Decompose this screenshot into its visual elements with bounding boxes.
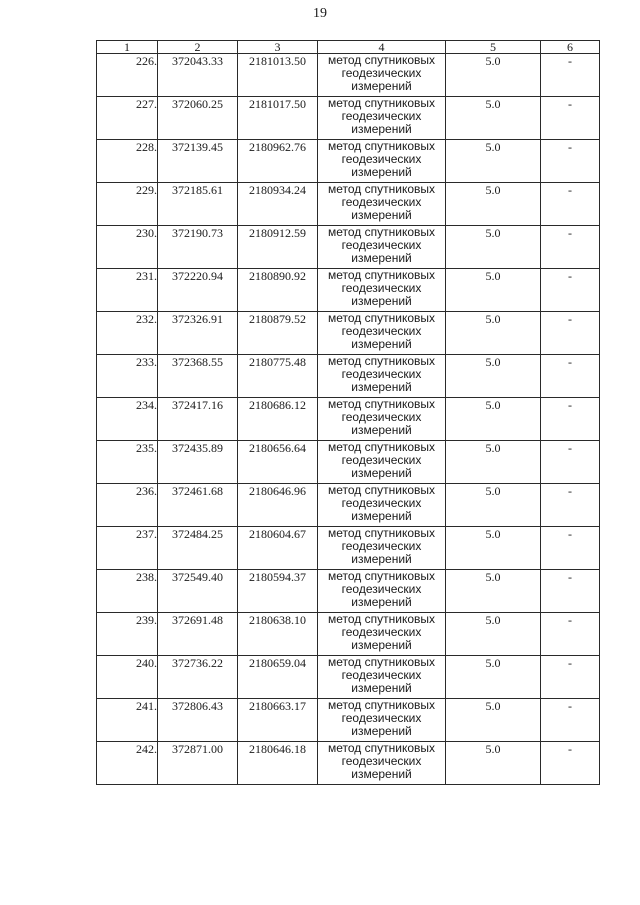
accuracy-cell: 5.0 <box>446 183 541 226</box>
accuracy-cell: 5.0 <box>446 656 541 699</box>
accuracy-cell: 5.0 <box>446 484 541 527</box>
y-coordinate: 2180646.96 <box>238 484 318 527</box>
x-coordinate: 372368.55 <box>158 355 238 398</box>
description-cell: - <box>541 398 600 441</box>
table-row <box>97 355 600 398</box>
table-row <box>97 742 600 785</box>
description-cell: - <box>541 97 600 140</box>
accuracy-cell: 5.0 <box>446 54 541 97</box>
x-coordinate: 372043.33 <box>158 54 238 97</box>
x-coordinate: 372461.68 <box>158 484 238 527</box>
table-row <box>97 97 600 140</box>
x-coordinate: 372736.22 <box>158 656 238 699</box>
y-coordinate: 2180594.37 <box>238 570 318 613</box>
x-coordinate: 372190.73 <box>158 226 238 269</box>
description-cell: - <box>541 570 600 613</box>
table-row <box>97 269 600 312</box>
table-row <box>97 570 600 613</box>
point-number: 237. <box>97 527 158 570</box>
x-coordinate: 372691.48 <box>158 613 238 656</box>
method-cell: метод спутниковых геодезических измерений <box>318 699 446 742</box>
method-cell: метод спутниковых геодезических измерений <box>318 527 446 570</box>
x-coordinate: 372220.94 <box>158 269 238 312</box>
description-cell: - <box>541 54 600 97</box>
y-coordinate: 2181013.50 <box>238 54 318 97</box>
table-row <box>97 398 600 441</box>
method-cell: метод спутниковых геодезических измерений <box>318 441 446 484</box>
method-cell: метод спутниковых геодезических измерений <box>318 656 446 699</box>
method-cell: метод спутниковых геодезических измерений <box>318 269 446 312</box>
x-coordinate: 372806.43 <box>158 699 238 742</box>
method-cell: метод спутниковых геодезических измерений <box>318 54 446 97</box>
description-cell: - <box>541 269 600 312</box>
point-number: 239. <box>97 613 158 656</box>
table-row <box>97 226 600 269</box>
column-header: 6 <box>541 41 600 54</box>
method-cell: метод спутниковых геодезических измерений <box>318 570 446 613</box>
table-row <box>97 312 600 355</box>
y-coordinate: 2180604.67 <box>238 527 318 570</box>
description-cell: - <box>541 527 600 570</box>
description-cell: - <box>541 355 600 398</box>
description-cell: - <box>541 183 600 226</box>
accuracy-cell: 5.0 <box>446 398 541 441</box>
x-coordinate: 372871.00 <box>158 742 238 785</box>
table-row <box>97 484 600 527</box>
table-row <box>97 441 600 484</box>
description-cell: - <box>541 312 600 355</box>
point-number: 241. <box>97 699 158 742</box>
y-coordinate: 2180890.92 <box>238 269 318 312</box>
description-cell: - <box>541 484 600 527</box>
description-cell: - <box>541 613 600 656</box>
point-number: 235. <box>97 441 158 484</box>
accuracy-cell: 5.0 <box>446 355 541 398</box>
y-coordinate: 2180646.18 <box>238 742 318 785</box>
table-row <box>97 140 600 183</box>
page-number: 19 <box>313 6 327 21</box>
accuracy-cell: 5.0 <box>446 140 541 183</box>
x-coordinate: 372435.89 <box>158 441 238 484</box>
column-header: 3 <box>238 41 318 54</box>
point-number: 231. <box>97 269 158 312</box>
accuracy-cell: 5.0 <box>446 527 541 570</box>
y-coordinate: 2180663.17 <box>238 699 318 742</box>
point-number: 229. <box>97 183 158 226</box>
method-cell: метод спутниковых геодезических измерений <box>318 484 446 527</box>
table-body <box>97 54 600 785</box>
y-coordinate: 2180934.24 <box>238 183 318 226</box>
y-coordinate: 2180686.12 <box>238 398 318 441</box>
accuracy-cell: 5.0 <box>446 699 541 742</box>
header-row <box>97 41 600 54</box>
description-cell: - <box>541 656 600 699</box>
method-cell: метод спутниковых геодезических измерений <box>318 140 446 183</box>
x-coordinate: 372549.40 <box>158 570 238 613</box>
table-row <box>97 656 600 699</box>
description-cell: - <box>541 699 600 742</box>
y-coordinate: 2180879.52 <box>238 312 318 355</box>
point-number: 228. <box>97 140 158 183</box>
y-coordinate: 2180962.76 <box>238 140 318 183</box>
point-number: 234. <box>97 398 158 441</box>
description-cell: - <box>541 140 600 183</box>
y-coordinate: 2180659.04 <box>238 656 318 699</box>
x-coordinate: 372185.61 <box>158 183 238 226</box>
point-number: 240. <box>97 656 158 699</box>
accuracy-cell: 5.0 <box>446 226 541 269</box>
method-cell: метод спутниковых геодезических измерений <box>318 355 446 398</box>
accuracy-cell: 5.0 <box>446 97 541 140</box>
accuracy-cell: 5.0 <box>446 613 541 656</box>
table-row <box>97 183 600 226</box>
coordinates-table <box>96 40 600 785</box>
description-cell: - <box>541 226 600 269</box>
column-header: 1 <box>97 41 158 54</box>
method-cell: метод спутниковых геодезических измерений <box>318 226 446 269</box>
method-cell: метод спутниковых геодезических измерений <box>318 312 446 355</box>
description-cell: - <box>541 742 600 785</box>
column-header: 4 <box>318 41 446 54</box>
description-cell: - <box>541 441 600 484</box>
y-coordinate: 2180638.10 <box>238 613 318 656</box>
accuracy-cell: 5.0 <box>446 312 541 355</box>
point-number: 233. <box>97 355 158 398</box>
point-number: 232. <box>97 312 158 355</box>
method-cell: метод спутниковых геодезических измерений <box>318 613 446 656</box>
x-coordinate: 372326.91 <box>158 312 238 355</box>
method-cell: метод спутниковых геодезических измерений <box>318 97 446 140</box>
method-cell: метод спутниковых геодезических измерений <box>318 398 446 441</box>
method-cell: метод спутниковых геодезических измерений <box>318 183 446 226</box>
point-number: 238. <box>97 570 158 613</box>
column-header: 5 <box>446 41 541 54</box>
point-number: 230. <box>97 226 158 269</box>
table-row <box>97 613 600 656</box>
x-coordinate: 372139.45 <box>158 140 238 183</box>
table-row <box>97 527 600 570</box>
method-cell: метод спутниковых геодезических измерений <box>318 742 446 785</box>
y-coordinate: 2180656.64 <box>238 441 318 484</box>
y-coordinate: 2180912.59 <box>238 226 318 269</box>
accuracy-cell: 5.0 <box>446 269 541 312</box>
point-number: 242. <box>97 742 158 785</box>
x-coordinate: 372484.25 <box>158 527 238 570</box>
point-number: 236. <box>97 484 158 527</box>
accuracy-cell: 5.0 <box>446 570 541 613</box>
point-number: 226. <box>97 54 158 97</box>
accuracy-cell: 5.0 <box>446 441 541 484</box>
x-coordinate: 372060.25 <box>158 97 238 140</box>
accuracy-cell: 5.0 <box>446 742 541 785</box>
table-row <box>97 54 600 97</box>
table-row <box>97 699 600 742</box>
point-number: 227. <box>97 97 158 140</box>
y-coordinate: 2180775.48 <box>238 355 318 398</box>
column-header: 2 <box>158 41 238 54</box>
y-coordinate: 2181017.50 <box>238 97 318 140</box>
x-coordinate: 372417.16 <box>158 398 238 441</box>
